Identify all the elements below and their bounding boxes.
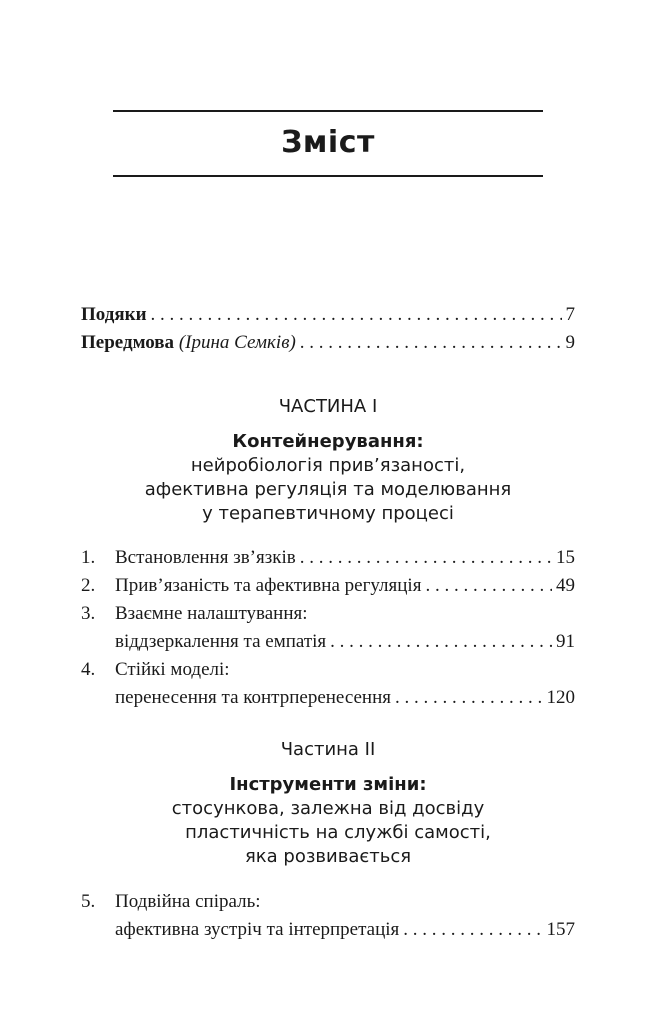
toc-entry-foreword[interactable] bbox=[81, 329, 575, 357]
part-1-subtitle-line: нейробіологія прив’язаності, bbox=[190, 455, 466, 476]
chapter-number: 3. bbox=[81, 603, 96, 624]
part-2-label: Частина II bbox=[280, 739, 376, 760]
entry-page-number: 15 bbox=[556, 547, 575, 568]
chapter-title: Взаємне налаштування: bbox=[115, 603, 308, 624]
title-rule-bottom bbox=[113, 175, 543, 177]
toc-entry-chapter-2[interactable] bbox=[81, 572, 575, 600]
part-1-title-block bbox=[81, 430, 575, 526]
part-2-heading: Інструменти зміни: bbox=[229, 774, 427, 795]
part-1-label: ЧАСТИНА I bbox=[278, 396, 378, 417]
dot-leader bbox=[403, 916, 542, 944]
entry-label: Подяки bbox=[81, 304, 147, 325]
dot-leader bbox=[395, 684, 542, 712]
toc-entry-chapter-1[interactable] bbox=[81, 544, 575, 572]
part-1-subtitle-line: у терапевтичному процесі bbox=[202, 503, 454, 524]
page-title: Зміст bbox=[281, 125, 375, 160]
chapter-title: Прив’язаність та афективна регуляція bbox=[115, 575, 422, 596]
toc-entry-chapter-5-continued[interactable] bbox=[81, 916, 575, 944]
dot-leader bbox=[425, 572, 552, 600]
part-2-chapter-list bbox=[81, 888, 575, 944]
chapter-subtitle: віддзеркалення та емпатія bbox=[115, 631, 327, 652]
title-rule-top bbox=[113, 110, 543, 112]
chapter-subtitle: перенесення та контрперенесення bbox=[115, 687, 392, 708]
entry-page-number: 7 bbox=[565, 304, 575, 325]
entry-page-number: 157 bbox=[546, 919, 575, 940]
part-2-subtitle-line: яка розвивається bbox=[244, 846, 412, 867]
chapter-number: 1. bbox=[81, 547, 96, 568]
entry-page-number: 120 bbox=[546, 687, 575, 708]
part-1-chapter-list bbox=[81, 544, 575, 712]
part-2-subtitle-line: стосункова, залежна від досвіду bbox=[171, 798, 485, 819]
part-2-title-block bbox=[81, 773, 575, 869]
chapter-number: 5. bbox=[81, 891, 96, 912]
entry-label: Передмова bbox=[81, 332, 175, 353]
front-matter-list bbox=[81, 301, 575, 357]
dot-leader bbox=[300, 329, 562, 357]
toc-entry-chapter-3-continued[interactable] bbox=[81, 628, 575, 656]
toc-entry-acknowledgements[interactable] bbox=[81, 301, 575, 329]
entry-page-number: 91 bbox=[556, 631, 575, 652]
toc-entry-chapter-5[interactable] bbox=[81, 888, 575, 916]
part-1-heading: Контейнерування: bbox=[232, 431, 424, 452]
toc-entry-chapter-4[interactable] bbox=[81, 656, 575, 684]
toc-entry-chapter-4-continued[interactable] bbox=[81, 684, 575, 712]
entry-page-number: 9 bbox=[565, 332, 575, 353]
dot-leader bbox=[330, 628, 552, 656]
toc-entry-chapter-3[interactable] bbox=[81, 600, 575, 628]
chapter-title: Стійкі моделі: bbox=[115, 659, 230, 680]
dot-leader bbox=[151, 301, 562, 329]
chapter-subtitle: афективна зустріч та інтерпретація bbox=[115, 919, 400, 940]
chapter-number: 4. bbox=[81, 659, 96, 680]
dot-leader bbox=[300, 544, 552, 572]
chapter-title: Подвійна спіраль: bbox=[115, 891, 261, 912]
part-1-subtitle-line: афективна регуляція та моделювання bbox=[144, 479, 512, 500]
part-2-subtitle-line: пластичність на службі самості, bbox=[185, 822, 491, 843]
entry-author: (Ірина Семків) bbox=[178, 332, 296, 353]
chapter-title: Встановлення зв’язків bbox=[115, 547, 296, 568]
chapter-number: 2. bbox=[81, 575, 96, 596]
entry-page-number: 49 bbox=[556, 575, 575, 596]
